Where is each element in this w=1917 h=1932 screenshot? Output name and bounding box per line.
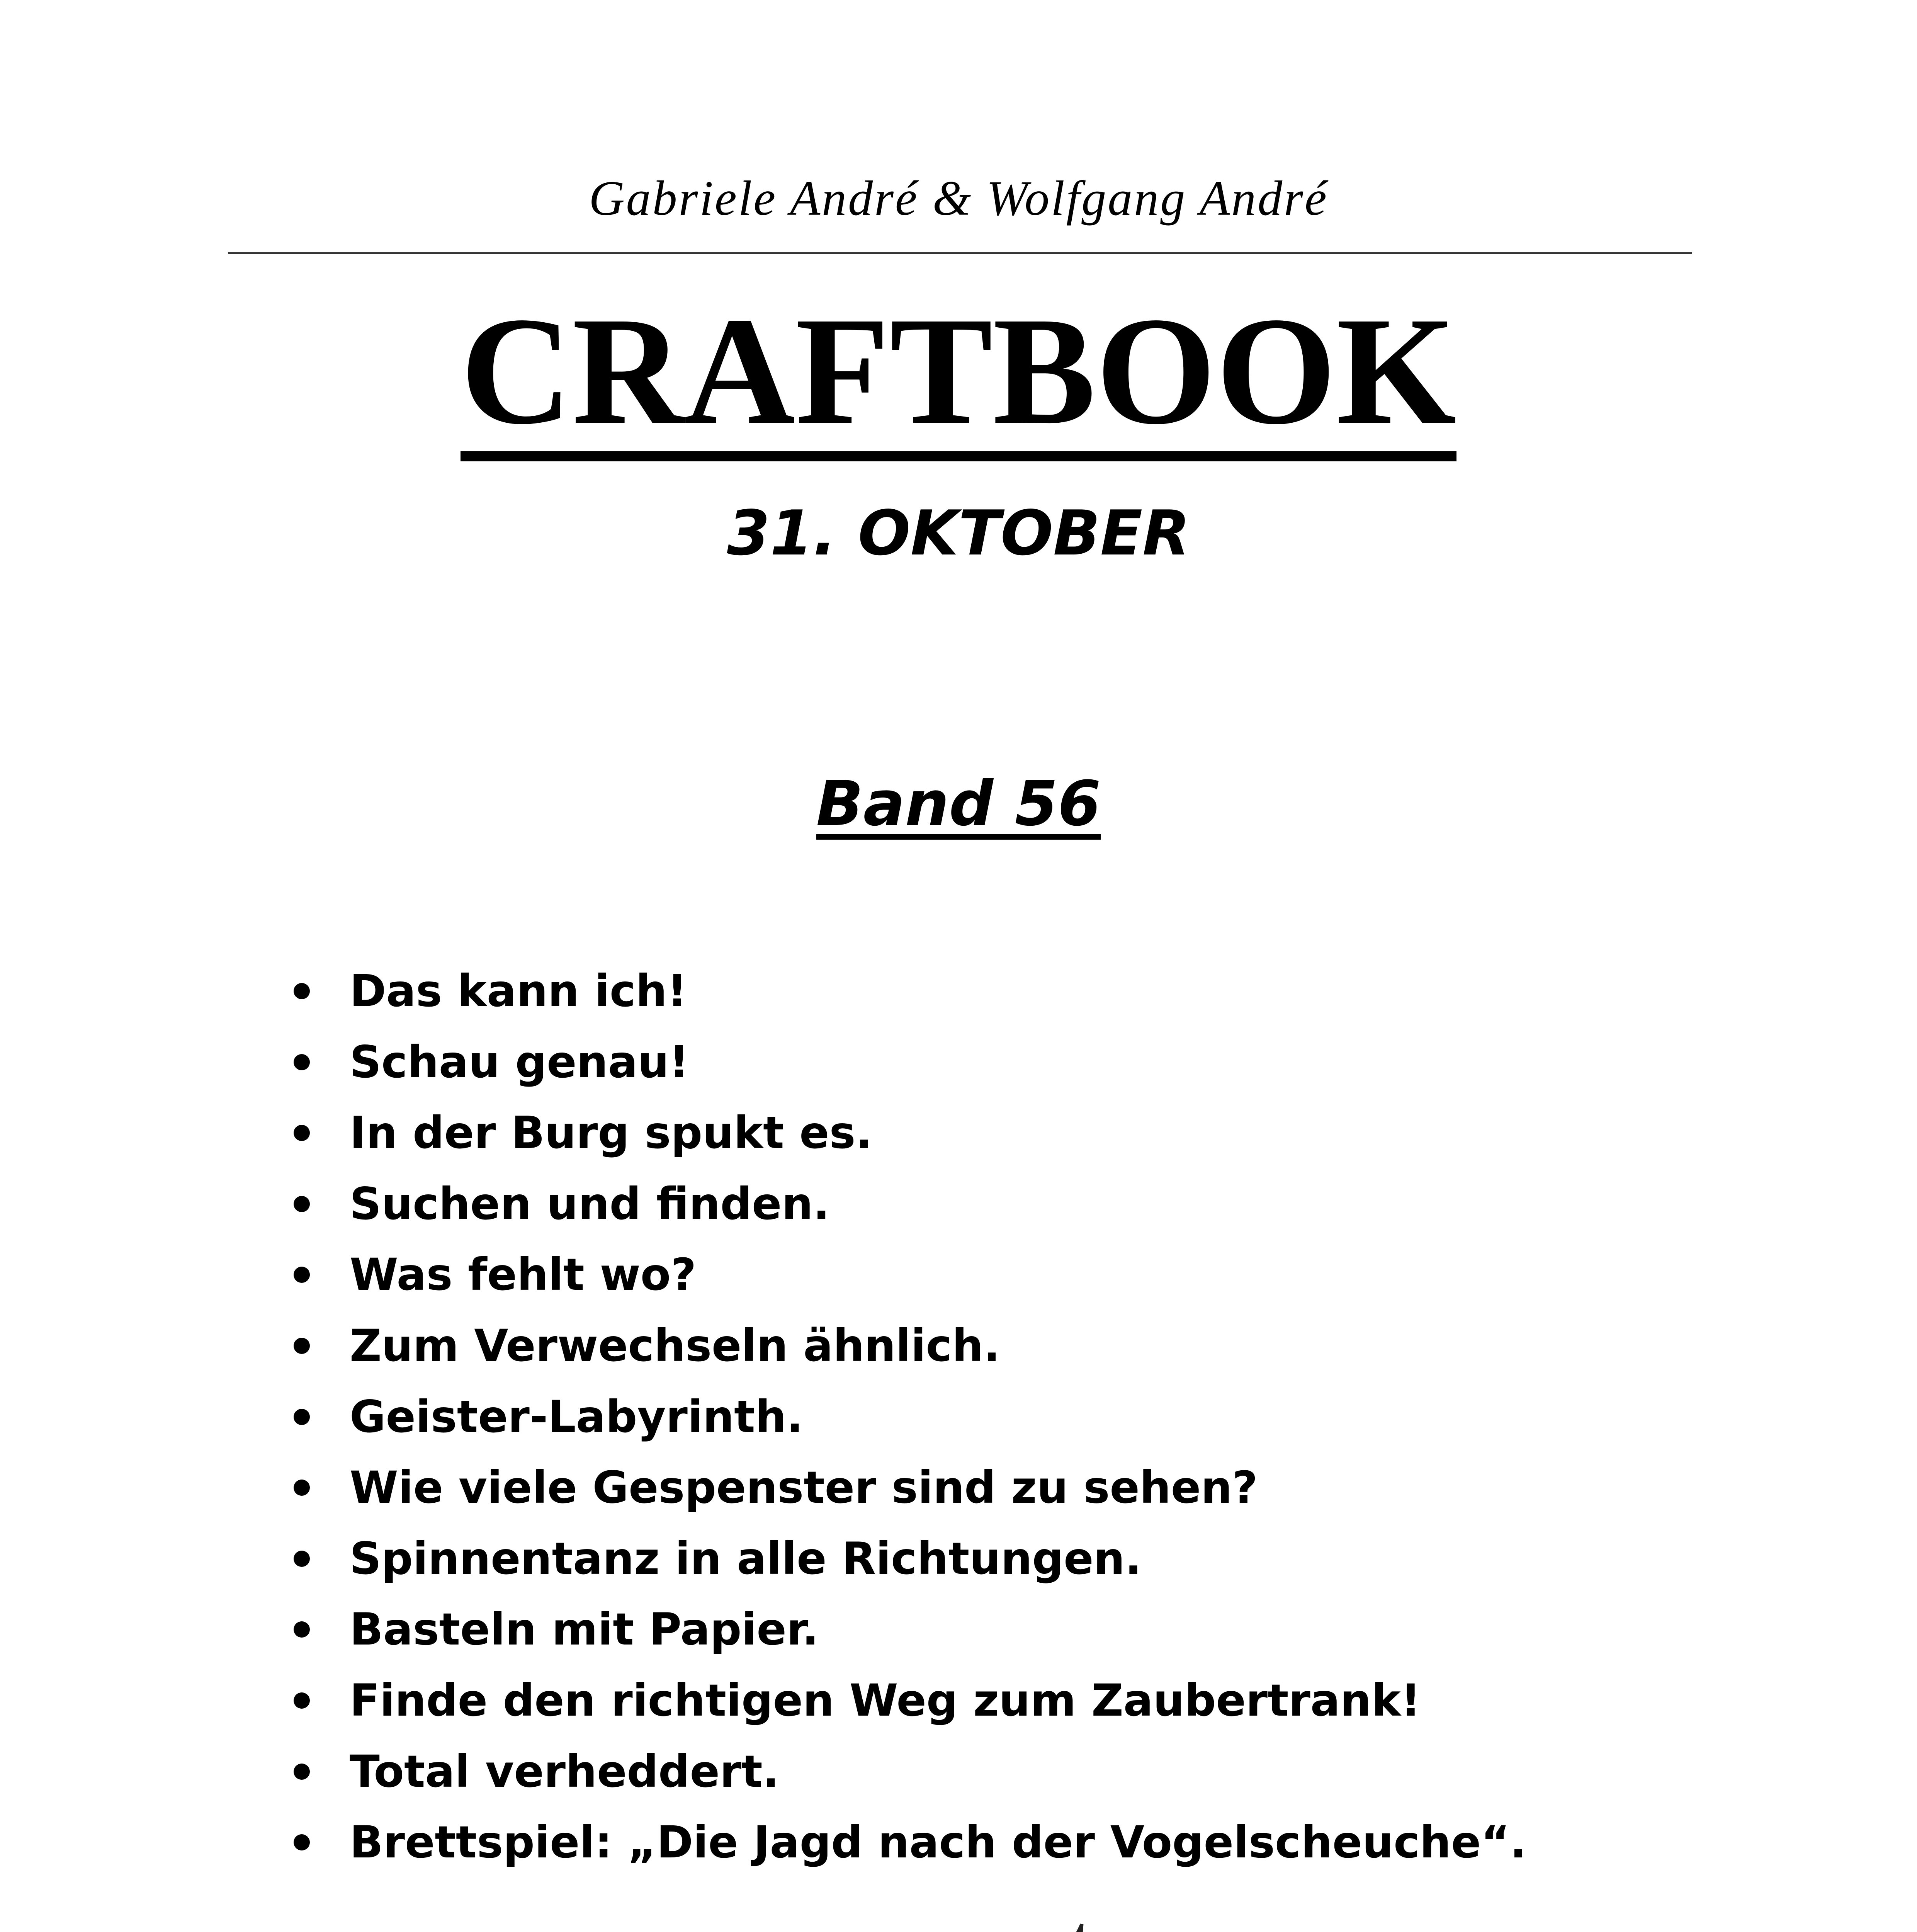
list-item-text: Wie viele Gespenster sind zu sehen? [350, 1462, 1258, 1514]
bullet-icon [294, 983, 310, 999]
band-heading-text: Band 56 [816, 767, 1101, 840]
list-item-text: Geister-Labyrinth. [350, 1391, 804, 1442]
list-item-text: Was fehlt wo? [350, 1249, 697, 1301]
list-item [294, 1813, 1527, 1884]
bullet-icon [294, 1196, 310, 1212]
list-item [294, 1530, 1527, 1601]
list-item [294, 1672, 1527, 1743]
list-item-text: Suchen und finden. [350, 1178, 830, 1230]
list-item [294, 962, 1527, 1033]
page-subtitle: 31. OKTOBER [727, 497, 1190, 569]
bullet-icon [294, 1692, 310, 1709]
list-item [294, 1743, 1527, 1814]
list-item [294, 1246, 1527, 1317]
list-item-text: Finde den richtigen Weg zum Zaubertrank! [350, 1674, 1421, 1726]
bullet-icon [294, 1125, 310, 1141]
list-item-text: Spinnentanz in alle Richtungen. [350, 1532, 1142, 1584]
list-item [294, 1459, 1527, 1530]
bullet-icon [294, 1409, 310, 1425]
list-item [294, 1600, 1527, 1672]
band-heading [0, 767, 1917, 840]
bullet-icon [294, 1764, 310, 1780]
list-item-text: Brettspiel: „Die Jagd nach der Vogelscheuche“. [350, 1816, 1527, 1868]
bullet-icon [294, 1267, 310, 1283]
hat-icon [889, 1924, 1082, 1932]
list-item-text: Basteln mit Papier. [350, 1604, 819, 1655]
list-item-text: Zum Verwechseln ähnlich. [350, 1320, 1000, 1371]
page-title [0, 285, 1917, 461]
bullet-icon [294, 1338, 310, 1354]
list-item [294, 1388, 1527, 1459]
topic-list [294, 962, 1527, 1884]
list-item-text: Total verheddert. [350, 1745, 780, 1797]
wizard-illustration [618, 1917, 1290, 1932]
list-item [294, 1104, 1527, 1175]
bullet-icon [294, 1551, 310, 1567]
header-authors: Gabriele André & Wolfgang André [589, 171, 1328, 226]
bullet-icon [294, 1834, 310, 1850]
bullet-icon [294, 1621, 310, 1638]
list-item [294, 1033, 1527, 1104]
list-item [294, 1317, 1527, 1388]
bullet-icon [294, 1480, 310, 1496]
list-item-text: Schau genau! [350, 1036, 689, 1088]
list-item [294, 1175, 1527, 1246]
bullet-icon [294, 1054, 310, 1070]
page-title-text: CRAFTBOOK [461, 294, 1456, 461]
header-divider [228, 252, 1692, 254]
list-item-text: In der Burg spukt es. [350, 1107, 872, 1159]
list-item-text: Das kann ich! [350, 965, 687, 1017]
